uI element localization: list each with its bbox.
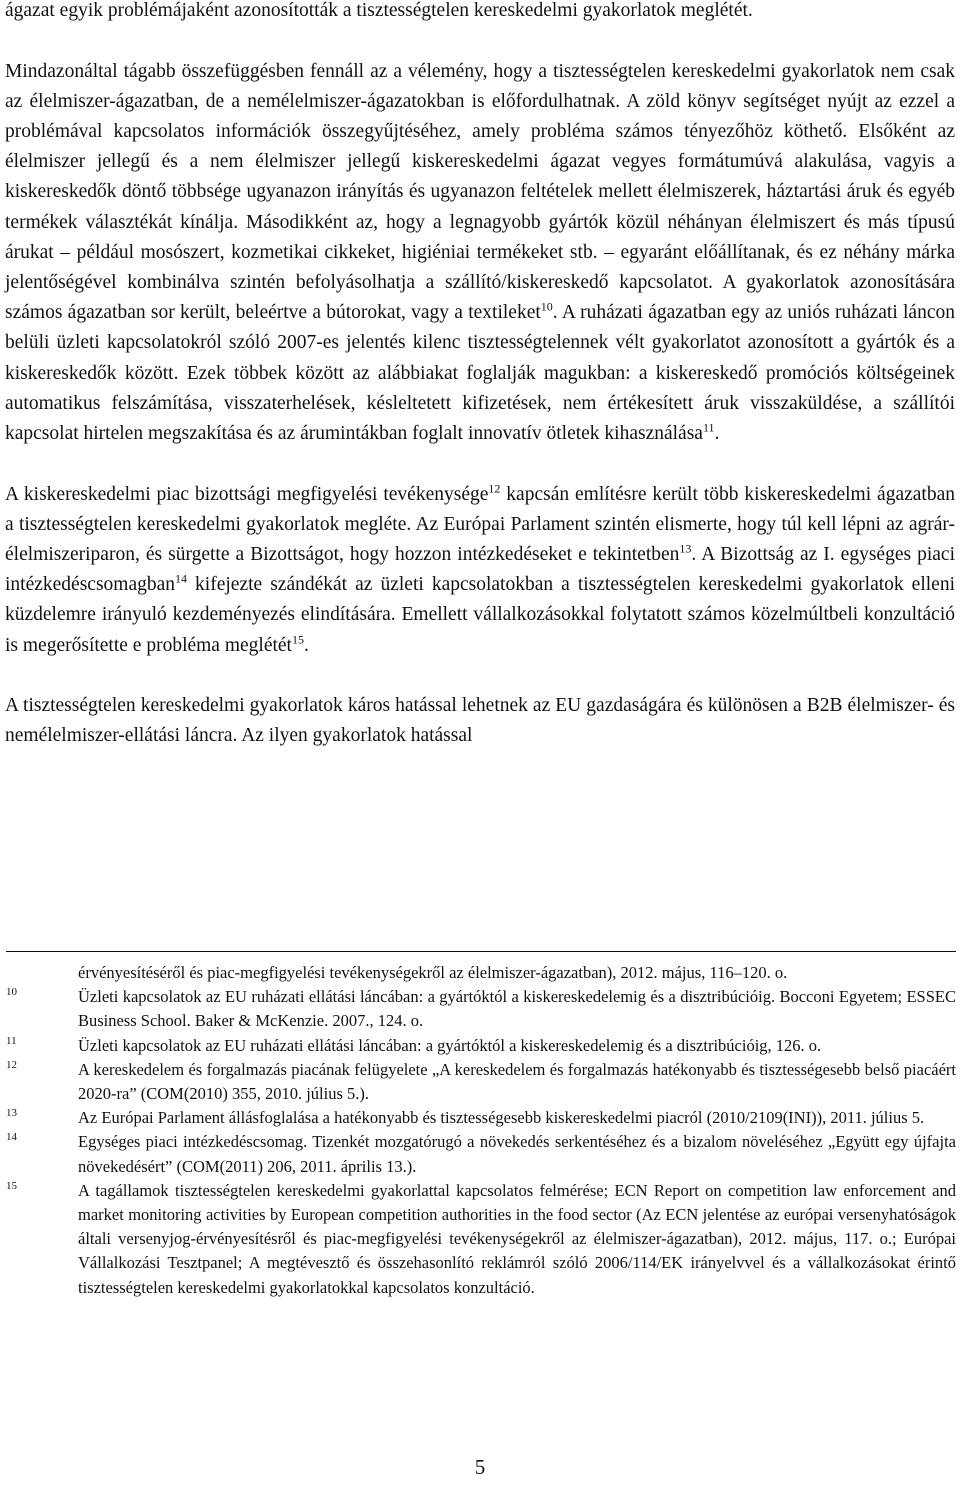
text-run: . A Bizottság az I. egységes piaci intézkedéscsomagban xyxy=(5,544,955,596)
text-run: A tisztességtelen kereskedelmi gyakorlatok káros hatással lehetnek az EU gazdaságára és különösen a B2B élelmiszer- és nemélelmiszer-ellátási láncra. Az ilyen gyakorlatok hatással xyxy=(5,695,955,747)
footnote-marker: 11 xyxy=(702,420,715,435)
paragraph xyxy=(5,57,955,450)
footnote-text: Üzleti kapcsolatok az EU ruházati ellátási láncában: a gyártóktól a kiskereskedelemig és a disztribúcióig, 126. o. xyxy=(78,1035,822,1055)
footnote-marker: 10 xyxy=(540,299,553,314)
footnote-number: 13 xyxy=(6,1107,17,1120)
footnote xyxy=(6,1058,956,1106)
text-run: ágazat egyik problémájaként azonosították a tisztességtelen kereskedelmi gyakorlatok meglétét. xyxy=(5,0,753,21)
footnote-separator-rule xyxy=(6,951,956,952)
footnote-number: 14 xyxy=(6,1131,17,1144)
footnote-marker: 12 xyxy=(488,481,501,496)
footnote-continuation: érvényesítéséről és piac-megfigyelési tevékenységekről az élelmiszer-ágazatban), 2012. május, 116–120. o. xyxy=(78,963,788,982)
paragraph xyxy=(5,480,955,661)
footnote-list xyxy=(6,985,956,1300)
text-run: . A ruházati ágazatban egy az uniós ruházati láncon belüli üzleti kapcsolatokról szóló 2007-es jelentés kilenc tisztességtelennek vélt gyakorlatot azonosított a gyártók és a kiskereskedők között. Ezek többek között az alábbiakat foglalják magukban: a kiskereskedő promóciós költségeinek automatikus felszámítása, visszaterhelések, késleltetett kifizetések, nem értékesített áruk visszaküldése, a szállítói kapcsolat hirtelen megszakítása és az árumintákban foglalt innovatív ötletek kihasználása xyxy=(5,302,955,445)
body-text xyxy=(5,0,955,782)
text-run: kapcsán említésre került több kiskereskedelmi ágazatban a tisztességtelen kereskedelmi gyakorlatok megléte. Az Európai Parlament szintén elismerte, hogy túl kell lépni az agrár-élelmiszeriparon, és sürgette a Bizottságot, hogy hozzon intézkedéseket e tekintetben xyxy=(5,483,955,566)
footnote-text: Üzleti kapcsolatok az EU ruházati ellátási láncában: a gyártóktól a kiskereskedelemig és a disztribúcióig. Bocconi Egyetem; ESSEC Business School. Baker & McKenzie. 2007., 124. o. xyxy=(78,987,956,1031)
footnote xyxy=(6,1130,956,1178)
footnote-number: 12 xyxy=(6,1058,17,1071)
footnote-marker: 14 xyxy=(175,571,188,586)
footnote-marker: 13 xyxy=(679,541,692,556)
footnote-text: A tagállamok tisztességtelen kereskedelmi gyakorlattal kapcsolatos felmérése; ECN Report on competition law enforcement and market monitoring activities by European competition authorities in the food sector (Az ECN jelentése az európai versenyhatóságok általi versenyjog-érvényesítésről és piac-megfigyelési tevékenységekről az élelmiszer-ágazatban), 2012. május, 117. o.; Európai Vállalkozási Tesztpanel; A megtévesztő és összehasonlító reklámról szóló 2006/114/EK irányelvvel és a vállalkozásokat érintő tisztességtelen kereskedelmi gyakorlatokkal kapcsolatos konzultáció. xyxy=(78,1180,956,1297)
footnote-number: 15 xyxy=(6,1179,17,1192)
footnote xyxy=(6,1179,956,1300)
text-run: Mindazonáltal tágabb összefüggésben fennáll az a vélemény, hogy a tisztességtelen kereskedelmi gyakorlatok nem csak az élelmiszer-ágazatban, de a nemélelmiszer-ágazatokban is előfordulhatnak. A zöld könyv segítséget nyújt az ezzel a problémával kapcsolatos információk összegyűjtéséhez, amely probléma számos tényezőhöz köthető. Elsőként az élelmiszer jellegű és a nem élelmiszer jellegű kiskereskedelmi ágazat vegyes formátumúvá alakulása, vagyis a kiskereskedők döntő többsége ugyanazon irányítás és ugyanazon feltételek mellett élelmiszerek, háztartási áruk és egyéb termékek választékát kínálja. Másodikként az, hogy a legnagyobb gyártók közül néhányan élelmiszert és más típusú árukat – például mosószert, kozmetikai cikkeket, higiéniai termékeket stb. – egyaránt előállítanak, és ez néhány márka jelentőségével kombinálva szintén befolyásolhatja a szállító/kiskereskedő kapcsolatot. A gyakorlatok azonosítására számos ágazatban sor került, beleértve a bútorokat, vagy a textileket xyxy=(5,60,955,324)
text-run: kifejezte szándékát az üzleti kapcsolatokban a tisztességtelen kereskedelmi gyakorlatok elleni küzdelemre irányuló kezdeményezés elindítására. Emellett vállalkozásokkal folytatott számos közelmúltbeli konzultáció is megerősítette e probléma meglétét xyxy=(5,574,955,656)
footnotes xyxy=(6,961,956,1300)
paragraph xyxy=(5,0,955,26)
paragraph xyxy=(5,691,955,751)
footnote-number: 10 xyxy=(6,986,17,999)
footnote-text: A kereskedelem és forgalmazás piacának felügyelete „A kereskedelem és forgalmazás hatékonyabb és tisztességesebb belső piacáért 2020-ra” (COM(2010) 355, 2010. július 5.). xyxy=(78,1059,956,1104)
text-run: A kiskereskedelmi piac bizottsági megfigyelési tevékenysége xyxy=(5,483,489,505)
footnote xyxy=(6,1106,956,1130)
footnote-text: Az Európai Parlament állásfoglalása a hatékonyabb és tisztességesebb kiskereskedelmi piacról (2010/2109(INI)), 2011. július 5. xyxy=(78,1108,925,1128)
page-number: 5 xyxy=(474,1455,486,1479)
text-run: . xyxy=(714,423,720,445)
footnote-number: 11 xyxy=(6,1034,17,1047)
footnote xyxy=(6,1034,956,1058)
footnote-marker: 15 xyxy=(291,632,304,647)
footnote xyxy=(6,985,956,1033)
text-run: . xyxy=(303,634,309,656)
footnote-text: Egységes piaci intézkedéscsomag. Tizenkét mozgatórugó a növekedés serkentéséhez és a bizalom növeléséhez „Együtt egy újfajta növekedésért” (COM(2011) 206, 2011. április 13.). xyxy=(78,1132,956,1176)
